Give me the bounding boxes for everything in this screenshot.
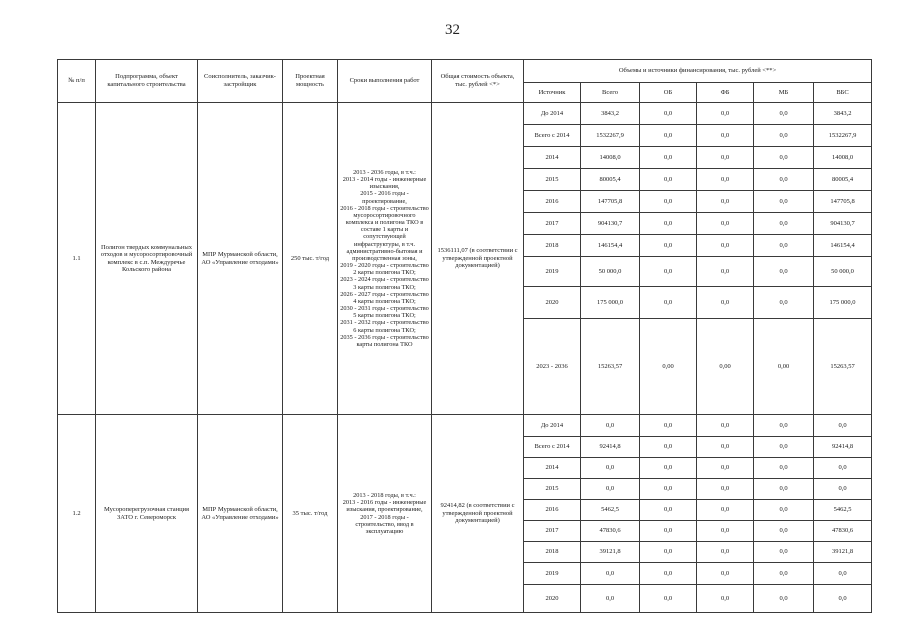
page-number: 32 <box>445 22 460 38</box>
row-ob: 0,0 <box>640 585 697 613</box>
row-mb: 0,0 <box>754 542 814 563</box>
row-vbs: 50 000,0 <box>814 257 872 287</box>
row-fb: 0,0 <box>697 542 754 563</box>
header-total: Всего <box>581 83 640 103</box>
row-total: 80005,4 <box>581 169 640 191</box>
object-num: 1.2 <box>58 415 96 613</box>
row-source: 2019 <box>524 563 581 585</box>
row-fb: 0,0 <box>697 437 754 458</box>
row-fb: 0,0 <box>697 521 754 542</box>
row-vbs: 0,0 <box>814 585 872 613</box>
row-fb: 0,0 <box>697 585 754 613</box>
row-total: 175 000,0 <box>581 287 640 319</box>
row-vbs: 146154,4 <box>814 235 872 257</box>
row-fb: 0,0 <box>697 257 754 287</box>
row-mb: 0,0 <box>754 437 814 458</box>
row-total: 92414,8 <box>581 437 640 458</box>
row-total: 0,0 <box>581 585 640 613</box>
object-terms: 2013 - 2018 годы, в т.ч.: 2013 - 2016 годы - инженерные изыскания, проектирование, 2017 - 2018 годы - строительство, ввод в эксплуатацию <box>338 415 432 613</box>
row-mb: 0,0 <box>754 235 814 257</box>
row-vbs: 92414,8 <box>814 437 872 458</box>
row-vbs: 5462,5 <box>814 500 872 521</box>
row-source: 2018 <box>524 235 581 257</box>
row-mb: 0,0 <box>754 257 814 287</box>
row-source: 2015 <box>524 169 581 191</box>
header-cost: Общая стоимость объекта, тыс. рублей <*> <box>432 60 524 103</box>
row-total: 1532267,9 <box>581 125 640 147</box>
row-ob: 0,0 <box>640 235 697 257</box>
row-total: 14008,0 <box>581 147 640 169</box>
header-ob: ОБ <box>640 83 697 103</box>
row-ob: 0,0 <box>640 147 697 169</box>
header-financing: Объемы и источники финансирования, тыс. рублей <**> <box>524 60 872 83</box>
row-total: 47830,6 <box>581 521 640 542</box>
row-mb: 0,0 <box>754 415 814 437</box>
row-vbs: 15263,57 <box>814 319 872 415</box>
row-total: 39121,8 <box>581 542 640 563</box>
row-total: 0,0 <box>581 458 640 479</box>
row-source: 2014 <box>524 147 581 169</box>
row-mb: 0,0 <box>754 147 814 169</box>
row-mb: 0,0 <box>754 500 814 521</box>
row-fb: 0,0 <box>697 500 754 521</box>
header-fb: ФБ <box>697 83 754 103</box>
row-ob: 0,0 <box>640 213 697 235</box>
row-source: 2016 <box>524 500 581 521</box>
row-total: 0,0 <box>581 415 640 437</box>
row-total: 0,0 <box>581 479 640 500</box>
row-ob: 0,0 <box>640 257 697 287</box>
row-mb: 0,0 <box>754 585 814 613</box>
row-source: 2019 <box>524 257 581 287</box>
row-mb: 0,0 <box>754 191 814 213</box>
row-vbs: 47830,6 <box>814 521 872 542</box>
row-fb: 0,0 <box>697 191 754 213</box>
row-ob: 0,0 <box>640 287 697 319</box>
row-vbs: 39121,8 <box>814 542 872 563</box>
row-total: 904130,7 <box>581 213 640 235</box>
row-ob: 0,0 <box>640 191 697 213</box>
row-source: До 2014 <box>524 415 581 437</box>
row-source: 2020 <box>524 287 581 319</box>
row-fb: 0,0 <box>697 563 754 585</box>
row-ob: 0,0 <box>640 103 697 125</box>
row-vbs: 14008,0 <box>814 147 872 169</box>
object-num: 1.1 <box>58 103 96 415</box>
row-ob: 0,0 <box>640 458 697 479</box>
row-vbs: 0,0 <box>814 415 872 437</box>
row-ob: 0,0 <box>640 169 697 191</box>
financing-table <box>57 59 872 613</box>
row-fb: 0,0 <box>697 213 754 235</box>
object-executor: МПР Мурманской области, АО «Управление отходами» <box>198 415 283 613</box>
header-source: Источник <box>524 83 581 103</box>
object-terms: 2013 - 2036 годы, в т.ч.: 2013 - 2014 годы - инженерные изыскания, 2015 - 2016 годы - проектирование, 2016 - 2018 годы - строительство мусоросортировочного комплекса и полигона ТКО в составе 1 карты и сопутствующей инфраструктуры, в т.ч. административно-бытовая и производственная зоны, 2019 - 2020 годы - строительство 2 карты полигона ТКО; 2023 - 2024 годы - строительство 3 карты полигона ТКО; 2026 - 2027 годы - строительство 4 карты полигона ТКО; 2030 - 2031 годы - строительство 5 карты полигона ТКО; 2031 - 2032 годы - строительство 6 карты полигона ТКО; 2035 - 2036 годы - строительство карты полигона ТКО <box>338 103 432 415</box>
row-ob: 0,0 <box>640 542 697 563</box>
row-mb: 0,0 <box>754 479 814 500</box>
row-total: 147705,8 <box>581 191 640 213</box>
row-ob: 0,0 <box>640 521 697 542</box>
row-fb: 0,0 <box>697 169 754 191</box>
row-total: 146154,4 <box>581 235 640 257</box>
row-source: До 2014 <box>524 103 581 125</box>
object-capacity: 35 тыс. т/год <box>283 415 338 613</box>
row-vbs: 0,0 <box>814 479 872 500</box>
header-executor: Соисполнитель, заказчик-застройщик <box>198 60 283 103</box>
row-source: 2017 <box>524 213 581 235</box>
header-terms: Сроки выполнения работ <box>338 60 432 103</box>
row-ob: 0,0 <box>640 125 697 147</box>
object-name: Полигон твердых коммунальных отходов и мусоросортировочный комплекс в с.п. Междуречье Кольского района <box>96 103 198 415</box>
row-ob: 0,0 <box>640 479 697 500</box>
row-mb: 0,0 <box>754 287 814 319</box>
row-total: 50 000,0 <box>581 257 640 287</box>
object-name: Мусороперегрузочная станция ЗАТО г. Североморск <box>96 415 198 613</box>
row-source: 2023 - 2036 <box>524 319 581 415</box>
row-source: 2020 <box>524 585 581 613</box>
row-total: 5462,5 <box>581 500 640 521</box>
row-total: 3843,2 <box>581 103 640 125</box>
row-vbs: 80005,4 <box>814 169 872 191</box>
row-source: 2018 <box>524 542 581 563</box>
row-source: 2017 <box>524 521 581 542</box>
row-fb: 0,0 <box>697 147 754 169</box>
header-program: Подпрограмма, объект капитального строительства <box>96 60 198 103</box>
row-vbs: 1532267,9 <box>814 125 872 147</box>
object-cost: 1536111,07 (в соответствии с утвержденной проектной документацией) <box>432 103 524 415</box>
row-vbs: 3843,2 <box>814 103 872 125</box>
row-ob: 0,0 <box>640 500 697 521</box>
row-mb: 0,0 <box>754 103 814 125</box>
object-capacity: 250 тыс. т/год <box>283 103 338 415</box>
row-ob: 0,00 <box>640 319 697 415</box>
row-source: Всего с 2014 <box>524 437 581 458</box>
row-fb: 0,00 <box>697 319 754 415</box>
row-total: 0,0 <box>581 563 640 585</box>
row-vbs: 147705,8 <box>814 191 872 213</box>
row-fb: 0,0 <box>697 125 754 147</box>
row-fb: 0,0 <box>697 458 754 479</box>
header-capacity: Проектная мощность <box>283 60 338 103</box>
row-mb: 0,00 <box>754 319 814 415</box>
row-mb: 0,0 <box>754 169 814 191</box>
row-source: 2014 <box>524 458 581 479</box>
row-mb: 0,0 <box>754 521 814 542</box>
row-vbs: 175 000,0 <box>814 287 872 319</box>
row-fb: 0,0 <box>697 479 754 500</box>
header-mb: МБ <box>754 83 814 103</box>
object-cost: 92414,82 (в соответствии с утвержденной проектной документацией) <box>432 415 524 613</box>
row-fb: 0,0 <box>697 103 754 125</box>
row-fb: 0,0 <box>697 287 754 319</box>
row-vbs: 904130,7 <box>814 213 872 235</box>
row-vbs: 0,0 <box>814 458 872 479</box>
header-vbs: ВБС <box>814 83 872 103</box>
row-vbs: 0,0 <box>814 563 872 585</box>
row-fb: 0,0 <box>697 235 754 257</box>
row-mb: 0,0 <box>754 458 814 479</box>
row-ob: 0,0 <box>640 437 697 458</box>
row-fb: 0,0 <box>697 415 754 437</box>
row-source: 2016 <box>524 191 581 213</box>
object-executor: МПР Мурманской области, АО «Управление отходами» <box>198 103 283 415</box>
row-ob: 0,0 <box>640 563 697 585</box>
header-num: № п/п <box>58 60 96 103</box>
row-mb: 0,0 <box>754 125 814 147</box>
row-total: 15263,57 <box>581 319 640 415</box>
row-mb: 0,0 <box>754 563 814 585</box>
row-source: Всего с 2014 <box>524 125 581 147</box>
row-source: 2015 <box>524 479 581 500</box>
row-ob: 0,0 <box>640 415 697 437</box>
row-mb: 0,0 <box>754 213 814 235</box>
